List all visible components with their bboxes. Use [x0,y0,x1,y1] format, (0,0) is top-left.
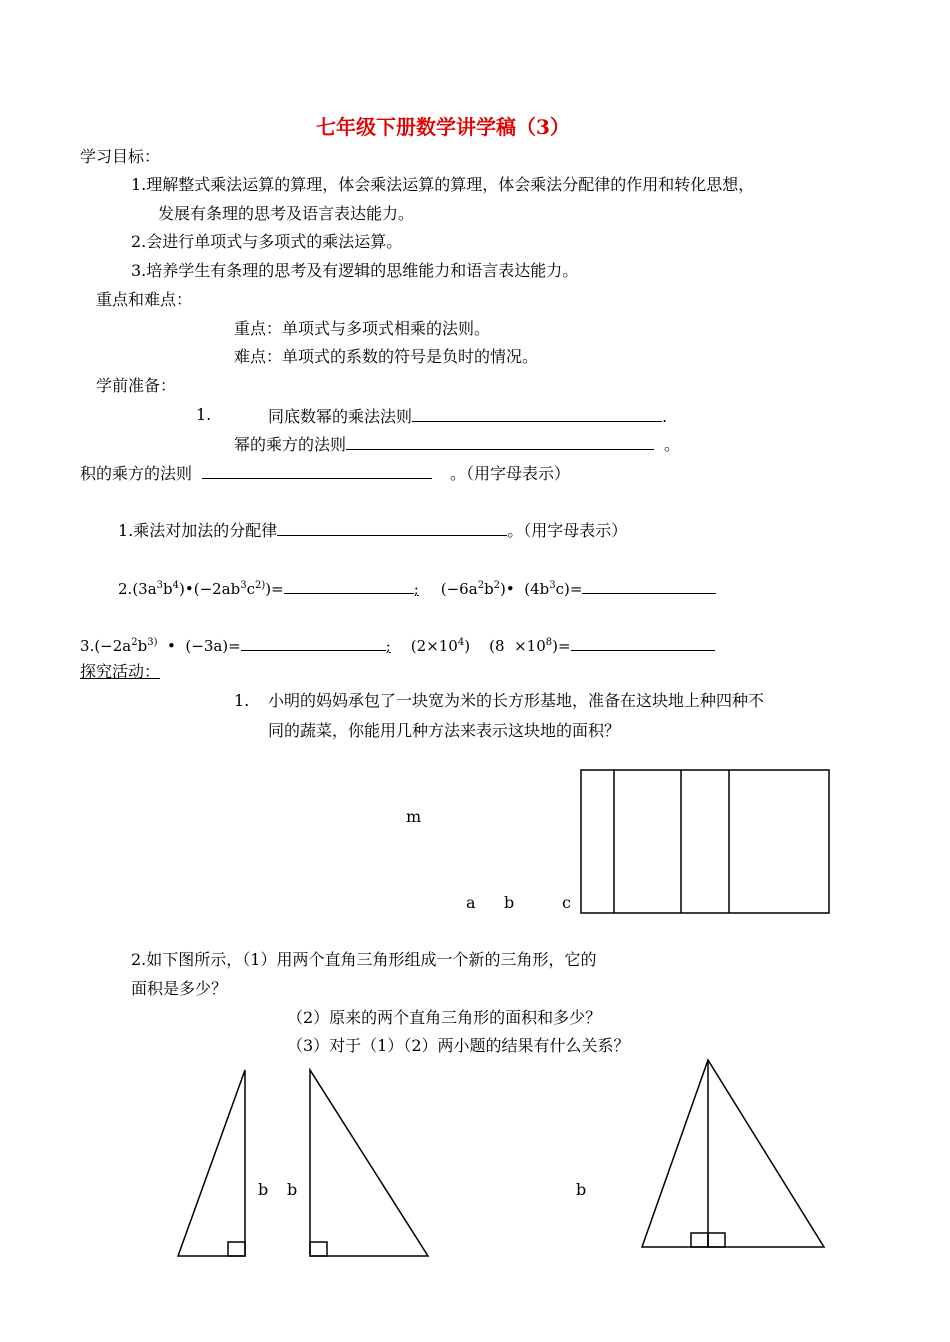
land-rectangle [581,770,829,913]
objectives-heading: 学习目标： [80,147,161,166]
prep-rule-3-end: 。（用字母表示） [450,464,571,483]
problem-1-line-1: 小明的妈妈承包了一块宽为米的长方形基地，准备在这块地上种四种不 [268,691,765,710]
objective-1: 1.理解整式乘法运算的算理，体会乘法运算的算理，体会乘法分配律的作用和转化思想， [131,175,755,194]
right-angle-mark [691,1233,708,1247]
exercise-3-expr-2: $(2\times 10^4)$ $(8 \times 10^8)=$ [410,637,571,655]
problem-1-line-2: 同的蔬菜，你能用几种方法来表示这块地的面积？ [268,721,621,740]
exercise-2-number: 2. [118,580,133,598]
exercise-3-number: 3. [80,637,95,655]
key-points-heading: 重点和难点： [96,290,193,309]
prep-rule-4-label: 1.乘法对加法的分配律 [118,521,278,540]
prep-rule-3-label: 积的乘方的法则 [80,464,193,483]
divided-rectangle [581,770,829,913]
page-title: 七年级下册数学讲学稿（3） [316,115,570,139]
exercise-2-expr-1: $(3a^3b^4)•(-2ab^3c^{2)})=$ [132,580,284,598]
objective-2: 2.会进行单项式与多项式的乘法运算。 [131,232,403,251]
problem-2-line-1: 2.如下图所示，（1）用两个直角三角形组成一个新的三角形，它的 [131,950,597,969]
rect-label-c: c [562,893,571,912]
objective-3: 3.培养学生有条理的思考及有逻辑的思维能力和语言表达能力。 [131,261,579,280]
exercise-2-expr-2: $(-6a^2b^2)•$ $(4b^3c)=$ [440,580,583,598]
right-angle-mark [310,1242,327,1256]
exploration-heading: 探究活动： [80,662,161,681]
exercise-3-expr-1: ($-2a^2b^{3)}$ • (−3a)= [94,637,241,655]
right-triangle-left [178,1070,245,1256]
prep-rule-2-end: 。 [664,435,681,454]
exercise-3-semicolon: ; [385,637,391,655]
rect-label-b: b [504,893,515,912]
rect-label-a: a [466,893,476,912]
problem-2-line-3: （2）原来的两个直角三角形的面积和多少？ [287,1008,602,1027]
prep-number-1: 1. [196,405,212,424]
problem-2-line-2: 面积是多少？ [131,979,228,998]
right-angle-mark [228,1242,245,1256]
prep-rule-4-end: 。（用字母表示） [507,521,628,540]
problem-1-number: 1. [234,691,250,710]
exercise-2-semicolon: ; [413,580,419,598]
prep-rule-1-end: . [662,407,668,426]
combined-triangle [642,1060,824,1247]
preparation-heading: 学前准备： [96,376,177,395]
triangle-label-b-2: b [287,1180,298,1199]
rect-label-m: m [406,807,422,826]
triangle-label-b-3: b [576,1180,587,1199]
right-triangle-right [310,1070,428,1256]
prep-rule-2-label: 幂的乘方的法则 [234,435,347,454]
prep-rule-1-label: 同底数幂的乘法法则 [268,407,413,426]
triangle-label-b-1: b [258,1180,269,1199]
right-angle-mark [708,1233,725,1247]
key-point: 重点：单项式与多项式相乘的法则。 [234,319,491,338]
problem-2-line-4: （3）对于（1）（2）两小题的结果有什么关系？ [287,1036,630,1055]
objective-1-cont: 发展有条理的思考及语言表达能力。 [158,204,415,223]
difficulty-point: 难点：单项式的系数的符号是负时的情况。 [234,347,539,366]
